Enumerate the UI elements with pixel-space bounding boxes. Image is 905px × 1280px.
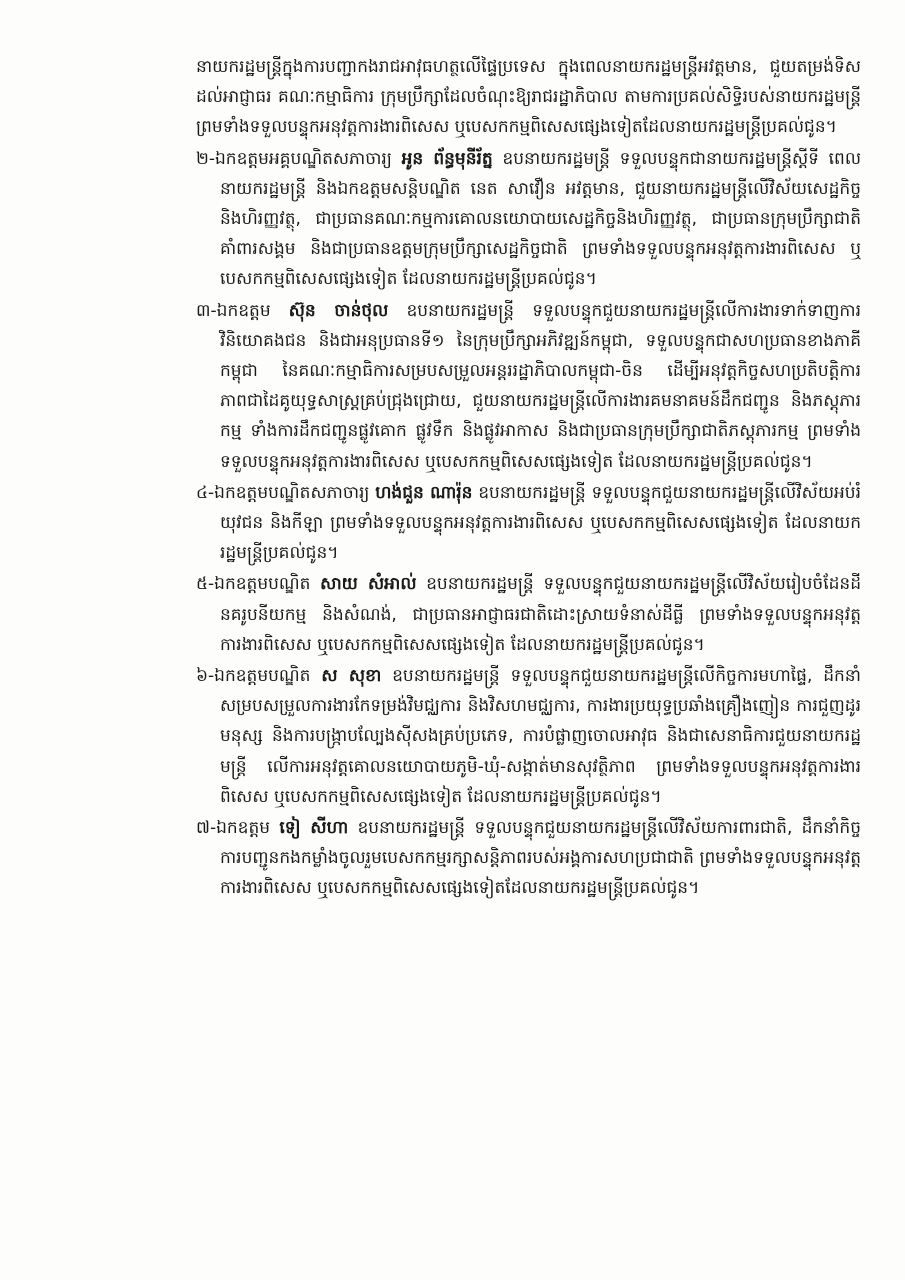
item-body: ឧបនាយករដ្ឋមន្ត្រី ទទួលបន្ទុកជួយនាយករដ្ឋមន្ត្រីលើវិស័យរៀបចំដែនដី នគរូបនីយកម្ម និងសំណង់, ជាប្រធានអាជ្ញាធរជាតិដោះស្រាយទំនាស់ដីធ្លី ព្រមទាំងទទួលបន្ទុកអនុវត្តការងារពិសេស ឬបេសកកម្មពិសេសផ្សេងទៀត ដែលនាយករដ្ឋមន្ត្រីប្រគល់ជូន។ <box>220 574 861 655</box>
item-name: អូន ព័ន្ធមុនីរ័ត្ន <box>401 148 493 169</box>
list-item <box>196 296 861 477</box>
item-lead: ៣-ឯកឧត្តម <box>196 300 289 321</box>
item-name: ស៊ុន ចាន់ថុល <box>288 300 389 321</box>
item-lead: ៦-ឯកឧត្តមបណ្ឌិត <box>196 666 322 687</box>
item-lead: ២-ឯកឧត្តមអគ្គបណ្ឌិតសភាចារ្យ <box>196 148 402 169</box>
item-lead: ៥-ឯកឧត្តមបណ្ឌិត <box>196 574 321 595</box>
item-body: ឧបនាយករដ្ឋមន្ត្រី ទទួលបន្ទុកជួយនាយករដ្ឋមន្ត្រីលើការងារទាក់ទាញការវិនិយោគងជន និងជាអនុប្រធានទី១ នៃក្រុមប្រឹក្សាអភិវឌ្ឍន៍កម្ពុជា, ទទួលបន្ទុកជាសហប្រធានខាងភាគីកម្ពុជា នៃគណៈកម្មាធិការសម្របសម្រួលអន្តររដ្ឋាភិបាលកម្ពុជា-ចិន ដើម្បីអនុវត្តកិច្ចសហប្រតិបត្តិការភាពជាដៃគូយុទ្ធសាស្ត្រគ្រប់ជ្រុងជ្រោយ, ជួយនាយករដ្ឋមន្ត្រីលើការងារគមនាគមន៍ដឹកជញ្ជូន និងភស្តុភារកម្ម ទាំងការដឹកជញ្ជូនផ្លូវគោក ផ្លូវទឹក និងផ្លូវអាកាស និងជាប្រធានក្រុមប្រឹក្សាជាតិភស្តុភារកម្ម ព្រមទាំងទទួលបន្ទុកអនុវត្តការងារពិសេស ឬបេសកកម្មពិសេសផ្សេងទៀត ដែលនាយករដ្ឋមន្ត្រីប្រគល់ជូន។ <box>220 300 861 472</box>
item-lead: ៤-ឯកឧត្តមបណ្ឌិតសភាចារ្យ <box>196 482 376 503</box>
item-body: ឧបនាយករដ្ឋមន្ត្រី ទទួលបន្ទុកជួយនាយករដ្ឋមន្ត្រីលើវិស័យអប់រំ យុវជន និងកីឡា ព្រមទាំងទទួលបន្ទុកអនុវត្តការងារពិសេស ឬបេសកកម្មពិសេសផ្សេងទៀត ដែលនាយករដ្ឋមន្ត្រីប្រគល់ជូន។ <box>220 482 861 564</box>
list-item <box>196 661 861 812</box>
list-item <box>196 144 861 295</box>
item-name: សាយ សំអាល់ <box>320 574 417 595</box>
item-body: ឧបនាយករដ្ឋមន្ត្រី ទទួលបន្ទុកជួយនាយករដ្ឋមន្ត្រីលើវិស័យការពារជាតិ, ដឹកនាំកិច្ចការបញ្ជូនកងកម្លាំងចូលរួមបេសកកម្មរក្សាសន្តិភាពរបស់អង្គការសហប្រជាជាតិ ព្រមទាំងទទួលបន្ទុកអនុវត្តការងារពិសេស ឬបេសកកម្មពិសេសផ្សេងទៀតដែលនាយករដ្ឋមន្ត្រីប្រគល់ជូន។ <box>220 818 861 899</box>
item-body: ឧបនាយករដ្ឋមន្ត្រី ទទួលបន្ទុកជានាយករដ្ឋមន្ត្រីស្ដីទី ពេលនាយករដ្ឋមន្ត្រី និងឯកឧត្តមសន្តិបណ្ឌិត នេត សាវឿន អវត្តមាន, ជួយនាយករដ្ឋមន្ត្រីលើវិស័យសេដ្ឋកិច្ច និងហិរញ្ញវត្ថុ, ជាប្រធានគណៈកម្មការគោលនយោបាយសេដ្ឋកិច្ចនិងហិរញ្ញវត្ថុ, ជាប្រធានក្រុមប្រឹក្សាជាតិគាំពារសង្គម និងជាប្រធានឧត្តមក្រុមប្រឹក្សាសេដ្ឋកិច្ចជាតិ ព្រមទាំងទទួលបន្ទុកអនុវត្តការងារពិសេស ឬបេសកកម្មពិសេសផ្សេងទៀត ដែលនាយករដ្ឋមន្ត្រីប្រគល់ជូន។ <box>220 148 862 290</box>
list-item <box>196 569 861 660</box>
list-item <box>196 813 861 904</box>
item-name: ទៀ សីហា <box>279 818 349 839</box>
item-name: ស សុខា <box>321 666 382 687</box>
document-body <box>196 52 861 905</box>
item-body: ឧបនាយករដ្ឋមន្ត្រី ទទួលបន្ទុកជួយនាយករដ្ឋមន្ត្រីលើកិច្ចការមហាផ្ទៃ, ដឹកនាំសម្របសម្រួលការងារកែទម្រង់វិមជ្ឈការ និងវិសហមជ្ឈការ, ការងារប្រយុទ្ធប្រឆាំងគ្រឿងញៀន ការជួញដូរមនុស្ស និងការបង្ក្រាបល្បែងស៊ីសងគ្រប់ប្រភេទ, ការបំផ្លាញចោលអាវុធ និងជាសេនាធិការជួយនាយករដ្ឋមន្ត្រី លើការអនុវត្តគោលនយោបាយភូមិ-ឃុំ-សង្កាត់មានសុវត្ថិភាព ព្រមទាំងទទួលបន្ទុកអនុវត្តការងារពិសេស ឬបេសកកម្មពិសេសផ្សេងទៀត ដែលនាយករដ្ឋមន្ត្រីប្រគល់ជូន។ <box>220 666 861 807</box>
list-item <box>196 478 861 569</box>
intro-paragraph: នាយករដ្ឋមន្ត្រីក្នុងការបញ្ជាកងរាជអាវុធហត្ថលើផ្ទៃប្រទេស ក្នុងពេលនាយករដ្ឋមន្ត្រីអវត្តមាន, ជួយតម្រង់ទិសដល់អាជ្ញាធរ គណៈកម្មាធិការ ក្រុមប្រឹក្សាដែលចំណុះឱ្យរាជរដ្ឋាភិបាល តាមការប្រគល់សិទ្ធិរបស់នាយករដ្ឋមន្ត្រី ព្រមទាំងទទួលបន្ទុកអនុវត្តការងារពិសេស ឬបេសកកម្មពិសេសផ្សេងទៀតដែលនាយករដ្ឋមន្ត្រីប្រគល់ជូន។ <box>196 57 861 138</box>
item-lead: ៧-ឯកឧត្តម <box>196 818 280 839</box>
item-name: ហង់ជួន ណារ៉ុន <box>375 482 473 503</box>
